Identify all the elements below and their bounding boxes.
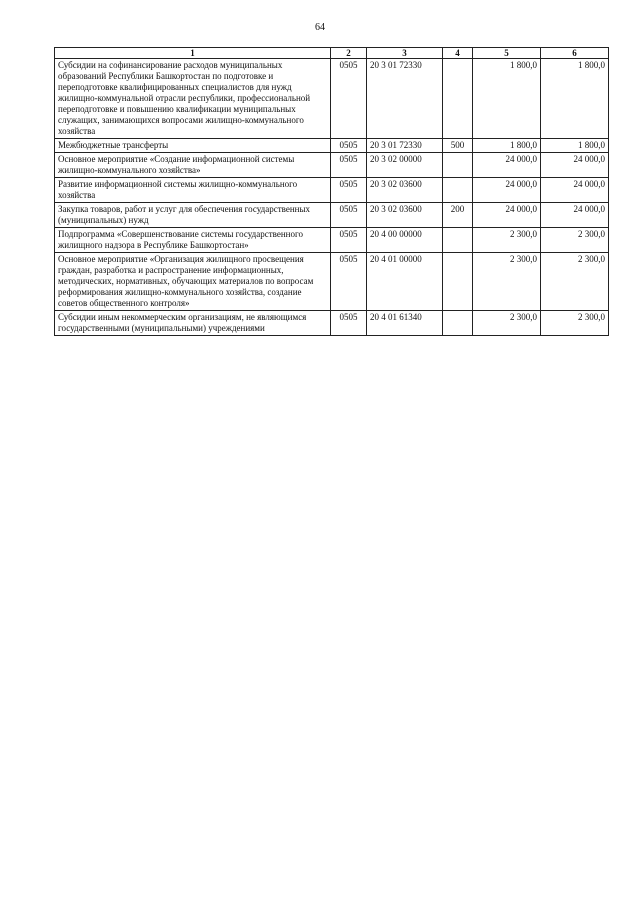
- section-code: 0505: [331, 153, 367, 178]
- amount-2: 24 000,0: [541, 178, 609, 203]
- target-code: 20 4 00 00000: [367, 228, 443, 253]
- table-row: [55, 311, 609, 336]
- target-code: 20 3 01 72330: [367, 139, 443, 153]
- amount-2: 2 300,0: [541, 253, 609, 311]
- table-row: [55, 139, 609, 153]
- expense-type: 200: [443, 203, 473, 228]
- table-row: [55, 228, 609, 253]
- table-row: [55, 59, 609, 139]
- table-row: [55, 253, 609, 311]
- amount-1: 24 000,0: [473, 153, 541, 178]
- amount-1: 2 300,0: [473, 228, 541, 253]
- amount-2: 1 800,0: [541, 139, 609, 153]
- amount-1: 24 000,0: [473, 203, 541, 228]
- header-row: [55, 48, 609, 59]
- amount-1: 2 300,0: [473, 311, 541, 336]
- amount-2: 2 300,0: [541, 311, 609, 336]
- expense-type: [443, 178, 473, 203]
- target-code: 20 3 02 03600: [367, 203, 443, 228]
- section-code: 0505: [331, 203, 367, 228]
- header-cell: 1: [55, 48, 331, 59]
- expense-type: [443, 59, 473, 139]
- section-code: 0505: [331, 59, 367, 139]
- header-cell: 6: [541, 48, 609, 59]
- section-code: 0505: [331, 178, 367, 203]
- amount-1: 24 000,0: [473, 178, 541, 203]
- amount-1: 1 800,0: [473, 59, 541, 139]
- expense-type: [443, 153, 473, 178]
- item-name: Основное мероприятие «Создание информационной системы жилищно-коммунального хозяйства»: [55, 153, 331, 178]
- section-code: 0505: [331, 253, 367, 311]
- amount-1: 2 300,0: [473, 253, 541, 311]
- amount-2: 24 000,0: [541, 203, 609, 228]
- amount-2: 1 800,0: [541, 59, 609, 139]
- item-name: Закупка товаров, работ и услуг для обеспечения государственных (муниципальных) нужд: [55, 203, 331, 228]
- item-name: Субсидии иным некоммерческим организациям, не являющимся государственными (муниципальными) учреждениями: [55, 311, 331, 336]
- expense-type: 500: [443, 139, 473, 153]
- expense-type: [443, 228, 473, 253]
- section-code: 0505: [331, 139, 367, 153]
- amount-1: 1 800,0: [473, 139, 541, 153]
- item-name: Основное мероприятие «Организация жилищного просвещения граждан, разработка и распространение информационных, методических, нормативных, обучающих материалов по вопросам реформирования жилищно-коммунального хозяйства, создание советов общественного контроля»: [55, 253, 331, 311]
- item-name: Межбюджетные трансферты: [55, 139, 331, 153]
- section-code: 0505: [331, 228, 367, 253]
- page-number: 64: [315, 22, 325, 33]
- expense-type: [443, 311, 473, 336]
- amount-2: 2 300,0: [541, 228, 609, 253]
- header-cell: 4: [443, 48, 473, 59]
- target-code: 20 3 02 03600: [367, 178, 443, 203]
- target-code: 20 3 01 72330: [367, 59, 443, 139]
- section-code: 0505: [331, 311, 367, 336]
- target-code: 20 4 01 00000: [367, 253, 443, 311]
- expense-type: [443, 253, 473, 311]
- header-cell: 2: [331, 48, 367, 59]
- amount-2: 24 000,0: [541, 153, 609, 178]
- target-code: 20 3 02 00000: [367, 153, 443, 178]
- item-name: Субсидии на софинансирование расходов муниципальных образований Республики Башкортостан по подготовке и переподготовке квалифицированных специалистов для нужд жилищно-коммунальной отрасли республики, профессиональной переподготовке и повышению квалификации муниципальных служащих, занимающихся вопросами жилищно-коммунального хозяйства: [55, 59, 331, 139]
- header-cell: 3: [367, 48, 443, 59]
- item-name: Подпрограмма «Совершенствование системы государственного жилищного надзора в Республике Башкортостан»: [55, 228, 331, 253]
- table-row: [55, 203, 609, 228]
- table-row: [55, 178, 609, 203]
- header-cell: 5: [473, 48, 541, 59]
- item-name: Развитие информационной системы жилищно-коммунального хозяйства: [55, 178, 331, 203]
- budget-table: [54, 47, 609, 336]
- target-code: 20 4 01 61340: [367, 311, 443, 336]
- table-row: [55, 153, 609, 178]
